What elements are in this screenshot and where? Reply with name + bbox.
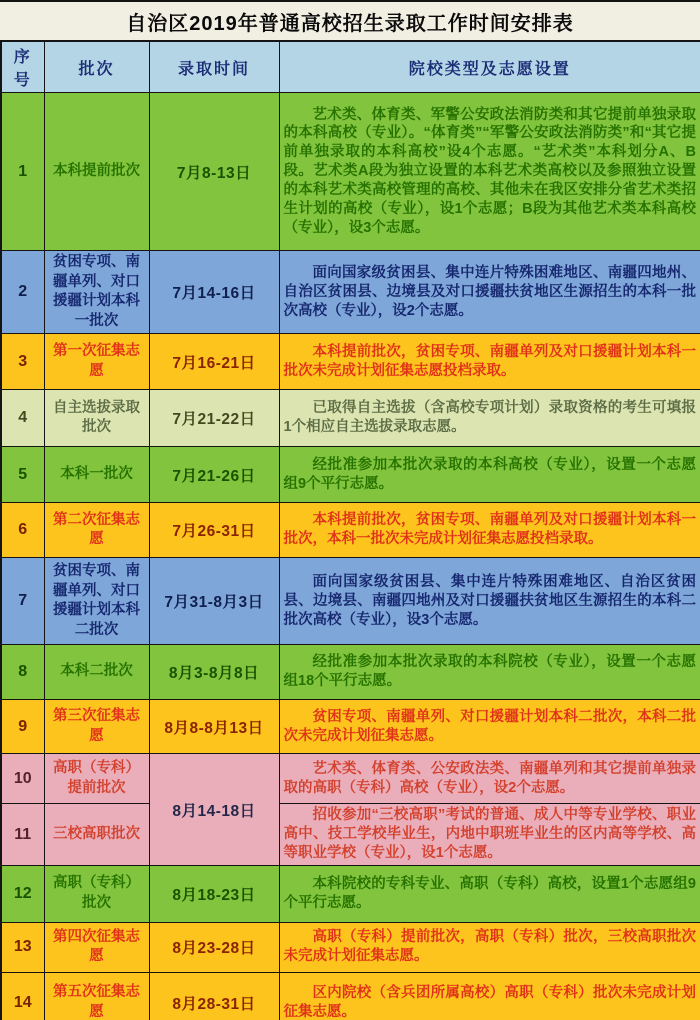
time-cell: 7月26-31日 [149,503,279,558]
table-row [1,754,700,804]
row-number-cell: 9 [1,700,44,754]
column-header-type: 院校类型及志愿设置 [279,41,700,93]
row-number-cell: 8 [1,645,44,700]
row-number-cell: 6 [1,503,44,558]
row-number-cell: 4 [1,390,44,447]
table-row [1,700,700,754]
table-row [1,645,700,700]
time-cell: 7月8-13日 [149,93,279,251]
batch-cell: 高职（专科）批次 [44,865,149,922]
table-row [1,390,700,447]
batch-cell: 本科一批次 [44,447,149,503]
table-row [1,447,700,503]
column-header-number: 序号 [1,41,44,93]
time-cell: 8月28-31日 [149,972,279,1020]
batch-cell: 贫困专项、南疆单列、对口援疆计划本科一批次 [44,251,149,334]
row-number-cell: 11 [1,804,44,866]
row-number-cell: 3 [1,334,44,390]
table-row [1,972,700,1020]
table-row [1,503,700,558]
batch-cell: 高职（专科）提前批次 [44,754,149,804]
table-row [1,93,700,251]
row-number-cell: 7 [1,558,44,645]
desc-cell: 高职（专科）提前批次，高职（专科）批次，三校高职批次未完成计划征集志愿。 [279,922,700,972]
desc-cell: 本科院校的专科专业、高职（专科）高校，设置1个志愿组9个平行志愿。 [279,865,700,922]
time-cell: 7月16-21日 [149,334,279,390]
batch-cell: 第三次征集志愿 [44,700,149,754]
row-number-cell: 14 [1,972,44,1020]
batch-cell: 第二次征集志愿 [44,503,149,558]
row-number-cell: 5 [1,447,44,503]
batch-cell: 第四次征集志愿 [44,922,149,972]
desc-cell: 区内院校（含兵团所属高校）高职（专科）批次未完成计划征集志愿。 [279,972,700,1020]
desc-cell: 贫困专项、南疆单列、对口援疆计划本科二批次，本科二批次未完成计划征集志愿。 [279,700,700,754]
table-row [1,804,700,866]
time-cell: 8月18-23日 [149,865,279,922]
desc-cell: 艺术类、体育类、军警公安政法消防类和其它提前单独录取的本科高校（专业）。“体育类”“军警公安政法消防类”和“其它提前单独录取的本科高校”设4个志愿。“艺术类”本科划分A、B段。艺术类A段为独立设置的本科艺术类高校以及参照独立设置的本科艺术类高校管理的高校、其他未在我区安排分省艺术类招生计划的高校（专业），设1个志愿；B段为其他艺术类本科高校（专业），设3个志愿。 [279,93,700,251]
row-number-cell: 1 [1,93,44,251]
time-cell: 7月21-26日 [149,447,279,503]
table-row [1,251,700,334]
batch-cell: 本科二批次 [44,645,149,700]
time-cell: 8月23-28日 [149,922,279,972]
table-row [1,558,700,645]
desc-cell: 招收参加“三校高职”考试的普通、成人中等专业学校、职业高中、技工学校毕业生，内地中职班毕业生的区内高等学校、高等职业学校（专业），设1个志愿。 [279,804,700,866]
batch-cell: 本科提前批次 [44,93,149,251]
page-title: 自治区2019年普通高校招生录取工作时间安排表 [0,0,700,40]
desc-cell: 已取得自主选拔（含高校专项计划）录取资格的考生可填报1个相应自主选拔录取志愿。 [279,390,700,447]
table-row [1,922,700,972]
batch-cell: 贫困专项、南疆单列、对口援疆计划本科二批次 [44,558,149,645]
time-cell: 7月14-16日 [149,251,279,334]
desc-cell: 艺术类、体育类、公安政法类、南疆单列和其它提前单独录取的高职（专科）高校（专业），设2个志愿。 [279,754,700,804]
desc-cell: 本科提前批次，贫困专项、南疆单列及对口援疆计划本科一批次，本科一批次未完成计划征集志愿投档录取。 [279,503,700,558]
batch-cell: 第五次征集志愿 [44,972,149,1020]
batch-cell: 自主选拔录取批次 [44,390,149,447]
time-cell: 8月14-18日 [149,754,279,866]
desc-cell: 面向国家级贫困县、集中连片特殊困难地区、南疆四地州、自治区贫困县、边境县及对口援疆扶贫地区生源招生的本科一批次高校（专业），设2个志愿。 [279,251,700,334]
desc-cell: 面向国家级贫困县、集中连片特殊困难地区、自治区贫困县、边境县、南疆四地州及对口援疆扶贫地区生源招生的本科二批次高校（专业），设3个志愿。 [279,558,700,645]
desc-cell: 本科提前批次，贫困专项、南疆单列及对口援疆计划本科一批次未完成计划征集志愿投档录取。 [279,334,700,390]
schedule-table-body [1,93,700,1020]
row-number-cell: 13 [1,922,44,972]
batch-cell: 第一次征集志愿 [44,334,149,390]
row-number-cell: 12 [1,865,44,922]
table-row [1,865,700,922]
row-number-cell: 10 [1,754,44,804]
time-cell: 8月3-8月8日 [149,645,279,700]
desc-cell: 经批准参加本批次录取的本科院校（专业），设置一个志愿组18个平行志愿。 [279,645,700,700]
batch-cell: 三校高职批次 [44,804,149,866]
time-cell: 8月8-8月13日 [149,700,279,754]
column-header-batch: 批次 [44,41,149,93]
column-header-time: 录取时间 [149,41,279,93]
schedule-table [0,40,700,1020]
desc-cell: 经批准参加本批次录取的本科高校（专业），设置一个志愿组9个平行志愿。 [279,447,700,503]
table-row [1,334,700,390]
row-number-cell: 2 [1,251,44,334]
time-cell: 7月21-22日 [149,390,279,447]
header-row [1,41,700,93]
time-cell: 7月31-8月3日 [149,558,279,645]
